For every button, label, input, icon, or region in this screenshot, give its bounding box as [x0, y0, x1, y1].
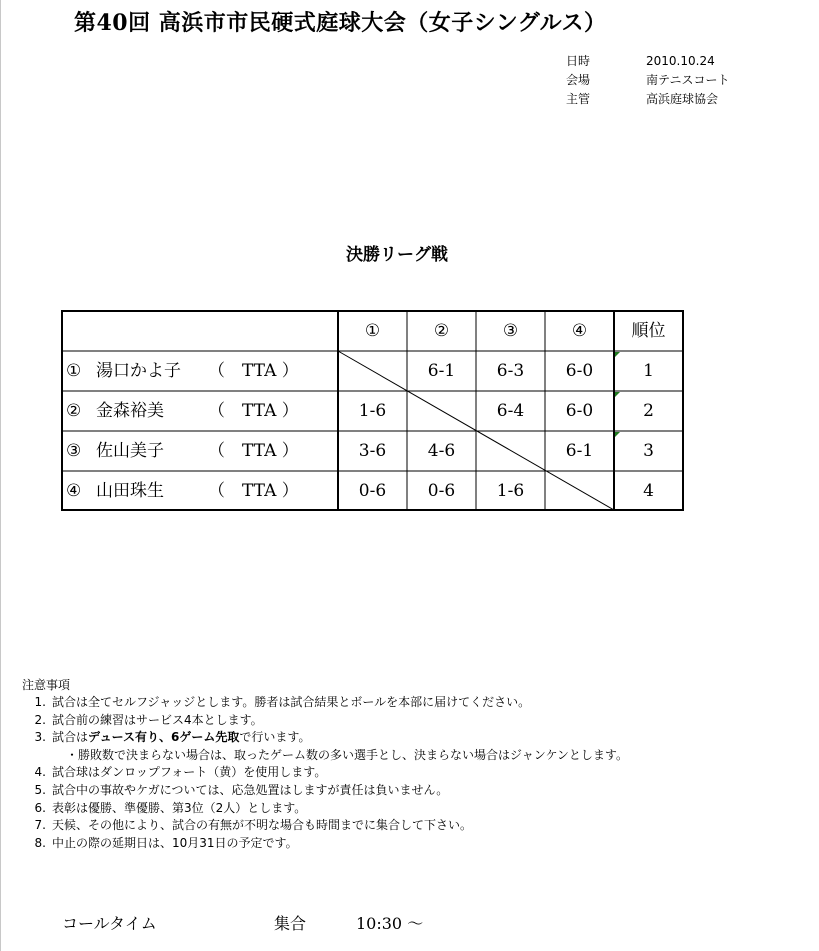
match-result: 6-4 — [496, 401, 525, 421]
gather-time: 10:30 〜 — [356, 914, 424, 933]
player-number: ③ — [66, 441, 82, 461]
player-name: 湯口かよ子 — [96, 361, 181, 381]
column-header: ④ — [571, 321, 588, 341]
comment-marker-icon — [615, 432, 620, 437]
player-team: （ TTA ） — [208, 481, 299, 501]
note-subitem: ・勝敗数で決まらない場合は、取ったゲーム数の多い選手とし、決まらない場合はジャンケンとします。 — [66, 747, 628, 762]
column-header: ① — [364, 321, 381, 341]
note-number: 5. — [34, 782, 46, 797]
match-result: 6-0 — [565, 361, 594, 381]
page-left-border — [0, 0, 1, 951]
rank-value: 4 — [643, 481, 654, 501]
league-title: 決勝リーグ戦 — [346, 245, 448, 265]
note-text: 試合中の事故やケガについては、応急処置はしますが責任は負いません。 — [52, 782, 449, 797]
note-text: 表彰は優勝、準優勝、第3位（2人）とします。 — [52, 800, 307, 815]
player-cell — [62, 431, 338, 471]
note-item — [22, 712, 628, 730]
info-value: 高浜庭球協会 — [646, 92, 719, 106]
player-name: 佐山美子 — [96, 441, 164, 461]
league-table — [61, 310, 684, 511]
player-cell — [62, 391, 338, 431]
note-text-bold: デュース有り、6ゲーム先取 — [88, 730, 240, 745]
rank-value: 2 — [643, 401, 654, 421]
match-result: 6-1 — [565, 441, 594, 461]
note-text: 試合球はダンロップフォート（黄）を使用します。 — [52, 765, 327, 780]
notes-title: 注意事項 — [22, 678, 71, 692]
match-result: 1-6 — [496, 481, 525, 501]
note-number: 1. — [34, 695, 46, 709]
info-row-venue — [566, 71, 730, 90]
gather-label: 集合 — [274, 914, 307, 933]
note-item — [22, 694, 628, 712]
notes-section — [22, 677, 628, 852]
event-info — [566, 52, 730, 109]
column-header-rank: 順位 — [631, 321, 666, 341]
note-text: 試合前の練習はサービス4本とします。 — [52, 712, 263, 727]
note-text: 天候、その他により、試合の有無が不明な場合も時間までに集合して下さい。 — [52, 818, 473, 833]
match-result: 0-6 — [427, 481, 456, 501]
call-time-label: コールタイム — [62, 914, 157, 933]
match-result: 0-6 — [358, 481, 387, 501]
call-time — [62, 911, 423, 934]
info-row-date — [566, 52, 730, 71]
player-name: 金森裕美 — [96, 401, 164, 421]
note-item — [22, 800, 628, 818]
note-text-pre: 試合は — [52, 730, 89, 745]
rank-value: 1 — [643, 361, 654, 381]
note-text — [52, 730, 310, 744]
note-text: 中止の際の延期日は、10月31日の予定です。 — [52, 835, 298, 850]
match-result: 6-1 — [427, 361, 456, 381]
column-header: ② — [433, 321, 450, 341]
player-name: 山田珠生 — [96, 481, 164, 501]
player-cell — [62, 351, 338, 391]
match-result: 3-6 — [358, 441, 387, 461]
player-team: （ TTA ） — [208, 441, 299, 461]
note-number: 3. — [34, 730, 46, 745]
note-number: 2. — [34, 712, 46, 727]
note-number: 6. — [34, 800, 46, 815]
note-number: 4. — [34, 765, 46, 780]
comment-marker-icon — [615, 392, 620, 397]
comment-marker-icon — [615, 352, 620, 357]
match-result: 6-0 — [565, 401, 594, 421]
note-item — [22, 729, 628, 747]
info-label: 主管 — [566, 92, 591, 106]
note-number: 8. — [34, 835, 46, 850]
info-label: 日時 — [566, 54, 591, 68]
page-title: 第40回 高浜市市民硬式庭球大会（女子シングルス） — [74, 10, 607, 36]
info-label: 会場 — [566, 73, 591, 87]
note-number: 7. — [34, 818, 46, 833]
player-team: （ TTA ） — [208, 361, 299, 381]
note-text-post: で行います。 — [239, 730, 311, 745]
player-number: ① — [66, 361, 82, 381]
note-text: 試合は全てセルフジャッジとします。勝者は試合結果とボールを本部に届けてください。 — [52, 695, 531, 709]
note-item — [22, 764, 628, 782]
info-value: 南テニスコート — [646, 73, 730, 87]
info-row-organizer — [566, 90, 730, 109]
match-result: 4-6 — [427, 441, 456, 461]
note-item — [22, 817, 628, 835]
player-team: （ TTA ） — [208, 401, 299, 421]
player-number: ② — [66, 401, 82, 421]
info-value: 2010.10.24 — [646, 54, 715, 68]
note-item — [22, 782, 628, 800]
rank-value: 3 — [643, 441, 654, 461]
match-result: 1-6 — [358, 401, 387, 421]
match-result: 6-3 — [496, 361, 525, 381]
column-header: ③ — [502, 321, 519, 341]
player-cell — [62, 471, 338, 511]
player-number: ④ — [66, 481, 82, 501]
note-item — [22, 835, 628, 853]
